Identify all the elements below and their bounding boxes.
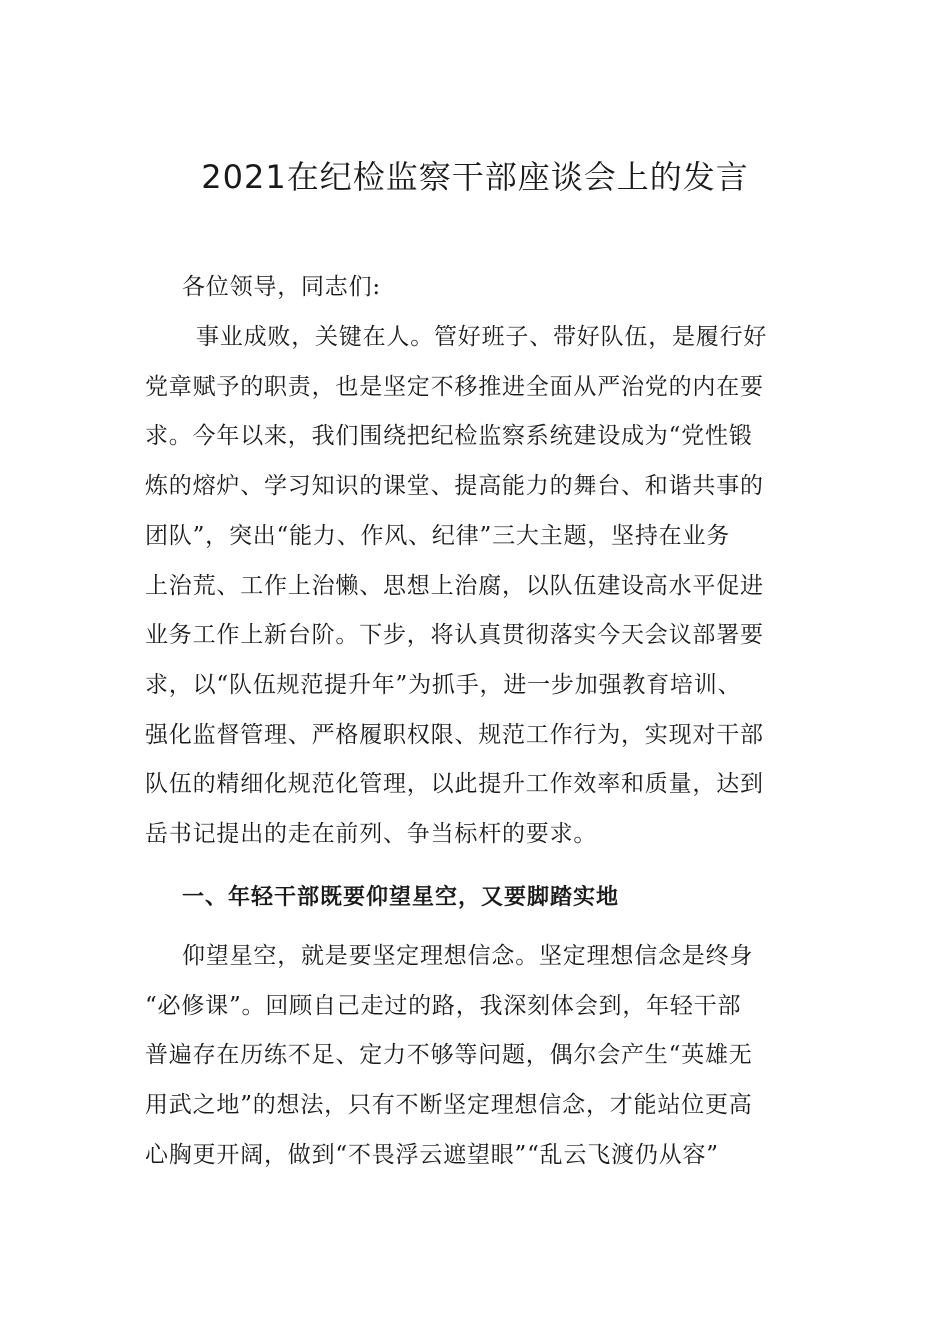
section-heading-1: 一、年轻干部既要仰望星空，又要脚踏实地 — [182, 885, 620, 910]
paragraph-2: 仰望星空，就是要坚定理想信念。坚定理想信念是终身 “必修课”。回顾自己走过的路，我深刻体会到，年轻干部 普遍存在历练不足、定力不够等问题，偶尔会产生“英雄无 用武之地”的想法，只有不断坚定理想信念，才能站位更高 心胸更开阔，做到“不畏浮云遮望眼”“乱云飞渡仍从容” — [145, 943, 754, 1168]
salutation: 各位领导，同志们: — [182, 274, 381, 300]
document-title: 2021在纪检监察干部座谈会上的发言 — [201, 158, 749, 196]
paragraph-1: 事业成败，关键在人。管好班子、带好队伍，是履行好 党章赋予的职责，也是坚定不移推进全面从严治党的内在要 求。今年以来，我们围绕把纪检监察系统建设成为“党性锻 炼的熔炉、学习知识的课堂、提高能力的舞台、和谐共事的 团队”，突出“能力、作风、纪律”三大主题，坚持在业务 上治荒、工作上治懒、思想上治腐，以队伍建设高水平促进 业务工作上新台阶。下步，将认真贯彻落实今天会议部署要 求，以“队伍规范提升年”为抓手，进一步加强教育培训、 强化监督管理、严格履职权限、规范工作行为，实现对干部 队伍的精细化规范化管理，以此提升工作效率和质量，达到 岳书记提出的走在前列、争当标杆的要求。 — [145, 324, 768, 848]
